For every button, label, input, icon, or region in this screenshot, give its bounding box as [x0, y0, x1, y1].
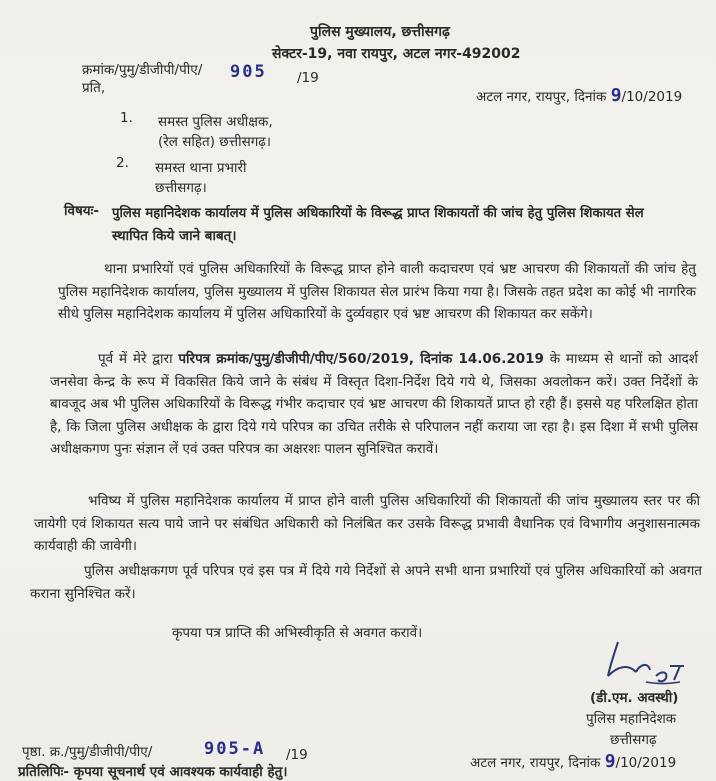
paragraph-3-text: भविष्य में पुलिस महानिदेशक कार्यालय में प्राप्त होने वाली पुलिस अधिकारियों की शिकायतों की जांच मुख्यालय स्तर पर की जायेगी एवं शिकायत सत्य पाये जाने पर संबंधित अधिकारी को निलंबित कर उसके विरूद्ध प्रभावी वैधानिक एवं विभागीय अनुशासनात्मक कार्यवाही की जावेगी। — [34, 493, 700, 554]
signatory-designation: पुलिस महानिदेशक — [586, 711, 677, 727]
recipient-1-line1: समस्त पुलिस अधीक्षक, — [158, 114, 273, 130]
circular-reference: परिपत्र क्रमांक/पुमु/डीजीपी/पीए/560/2019, दिनांक 14.06.2019 — [178, 351, 544, 367]
endorsement-date-rest: /10/2019 — [615, 755, 677, 771]
recipient-1-line2: (रेल सहित) छत्तीसगढ़। — [158, 134, 272, 150]
recipient-2-number: 2. — [116, 155, 129, 171]
recipient-to-label: प्रति, — [82, 80, 106, 96]
recipient-2-line2: छत्तीसगढ़। — [155, 180, 207, 196]
endorsement-prefix: पृष्ठा. क्र./पुमु/डीजीपी/पीए/ — [22, 744, 153, 760]
paragraph-4-text: पुलिस अधीक्षकगण पूर्व परिपत्र एवं इस पत्र में दिये गये निर्देशों से अपने सभी थाना प्रभारियों एवं पुलिस अधिकारियों को अवगत कराना सुनिश्चित करें। — [30, 563, 702, 602]
subject-line1: पुलिस महानिदेशक कार्यालय में पुलिस अधिकारियों के विरूद्ध प्राप्त शिकायतों की जांच हेतु पुलिस शिकायत सेल — [112, 206, 644, 221]
reference-number-prefix: क्रमांक/पुमु/डीजीपी/पीए/ — [82, 62, 203, 78]
paragraph-3 — [34, 490, 700, 558]
endorsement-place-date — [470, 751, 677, 772]
paragraph-5: कृपया पत्र प्राप्ति की अभिस्वीकृति से अवगत करावें। — [172, 625, 423, 641]
subject-label: विषयः- — [64, 203, 99, 219]
handwritten-endorsement-number: 905-A — [204, 739, 266, 759]
paragraph-1 — [58, 258, 696, 326]
office-title: पुलिस मुख्यालय, छत्तीसगढ़ — [310, 24, 450, 40]
place-date-label: अटल नगर, रायपुर, दिनांक — [476, 89, 607, 105]
paragraph-2 — [50, 348, 698, 461]
paragraph-4 — [30, 560, 702, 605]
endorsement-handwritten-day: 9 — [604, 751, 616, 772]
endorsement-year: /19 — [286, 747, 308, 763]
handwritten-day: 9 — [610, 85, 622, 106]
recipient-2-line1: समस्त थाना प्रभारी — [155, 160, 247, 176]
subject-line2: स्थापित किये जाने बाबत्। — [112, 228, 237, 244]
paragraph-2-intro: पूर्व में मेरे द्वारा — [98, 351, 179, 367]
signatory-state: छत्तीसगढ़ — [610, 732, 657, 748]
copy-to-line: प्रतिलिपिः- कृपया सूचनार्थ एवं आवश्यक कार्यवाही हेतु। — [18, 764, 288, 780]
office-address: सेक्टर-19, नवा रायपुर, अटल नगर-492002 — [272, 46, 521, 62]
recipient-1-number: 1. — [120, 110, 133, 126]
paragraph-1-text: थाना प्रभारियों एवं पुलिस अधिकारियों के विरूद्ध प्राप्त होने वाली कदाचरण एवं भ्रष्ट आचरण की शिकायतों की जांच हेतु पुलिस महानिदेशक कार्यालय, पुलिस मुख्यालय में पुलिस शिकायत सेल प्रारंभ किया गया है। जिसके तहत प्रदेश का कोई भी नागरिक सीधे पुलिस महानिदेशक कार्यालय में पुलिस अधिकारियों के दुर्व्यवहार एवं भ्रष्ट आचरण की शिकायत कर सकेंगे। — [58, 261, 696, 322]
place-date — [476, 85, 683, 106]
endorsement-place-label: अटल नगर, रायपुर, दिनांक — [470, 755, 601, 771]
signatory-name: (डी.एम. अवस्थी) — [590, 690, 679, 706]
date-rest: /10/2019 — [621, 89, 683, 105]
paragraph-2-text: के माध्यम से थानों को आदर्श जनसेवा केन्द्र के रूप में विकसित किये जाने के संबंध में विस्तृत दिशा-निर्देश दिये गये थे, जिसका अवलोकन करें। उक्त निर्देशों के बावजूद अब भी पुलिस अधिकारियों के विरूद्ध गंभीर कदाचार एवं भ्रष्ट आचरण की शिकायतें प्राप्त हो रही हैं। इससे यह परिलक्षित होता है, कि जिला पुलिस अधीक्षक के द्वारा दिये गये परिपत्र का उचित तरीके से परिपालन नहीं कराया जा रहा है। इस दिशा में सभी पुलिस अधीक्षकगण पुनः संज्ञान लें एवं उक्त परिपत्र का अक्षरशः पालन सुनिश्चित करावें। — [50, 351, 698, 457]
reference-year: /19 — [297, 70, 319, 86]
handwritten-reference-number: 905 — [230, 62, 267, 82]
